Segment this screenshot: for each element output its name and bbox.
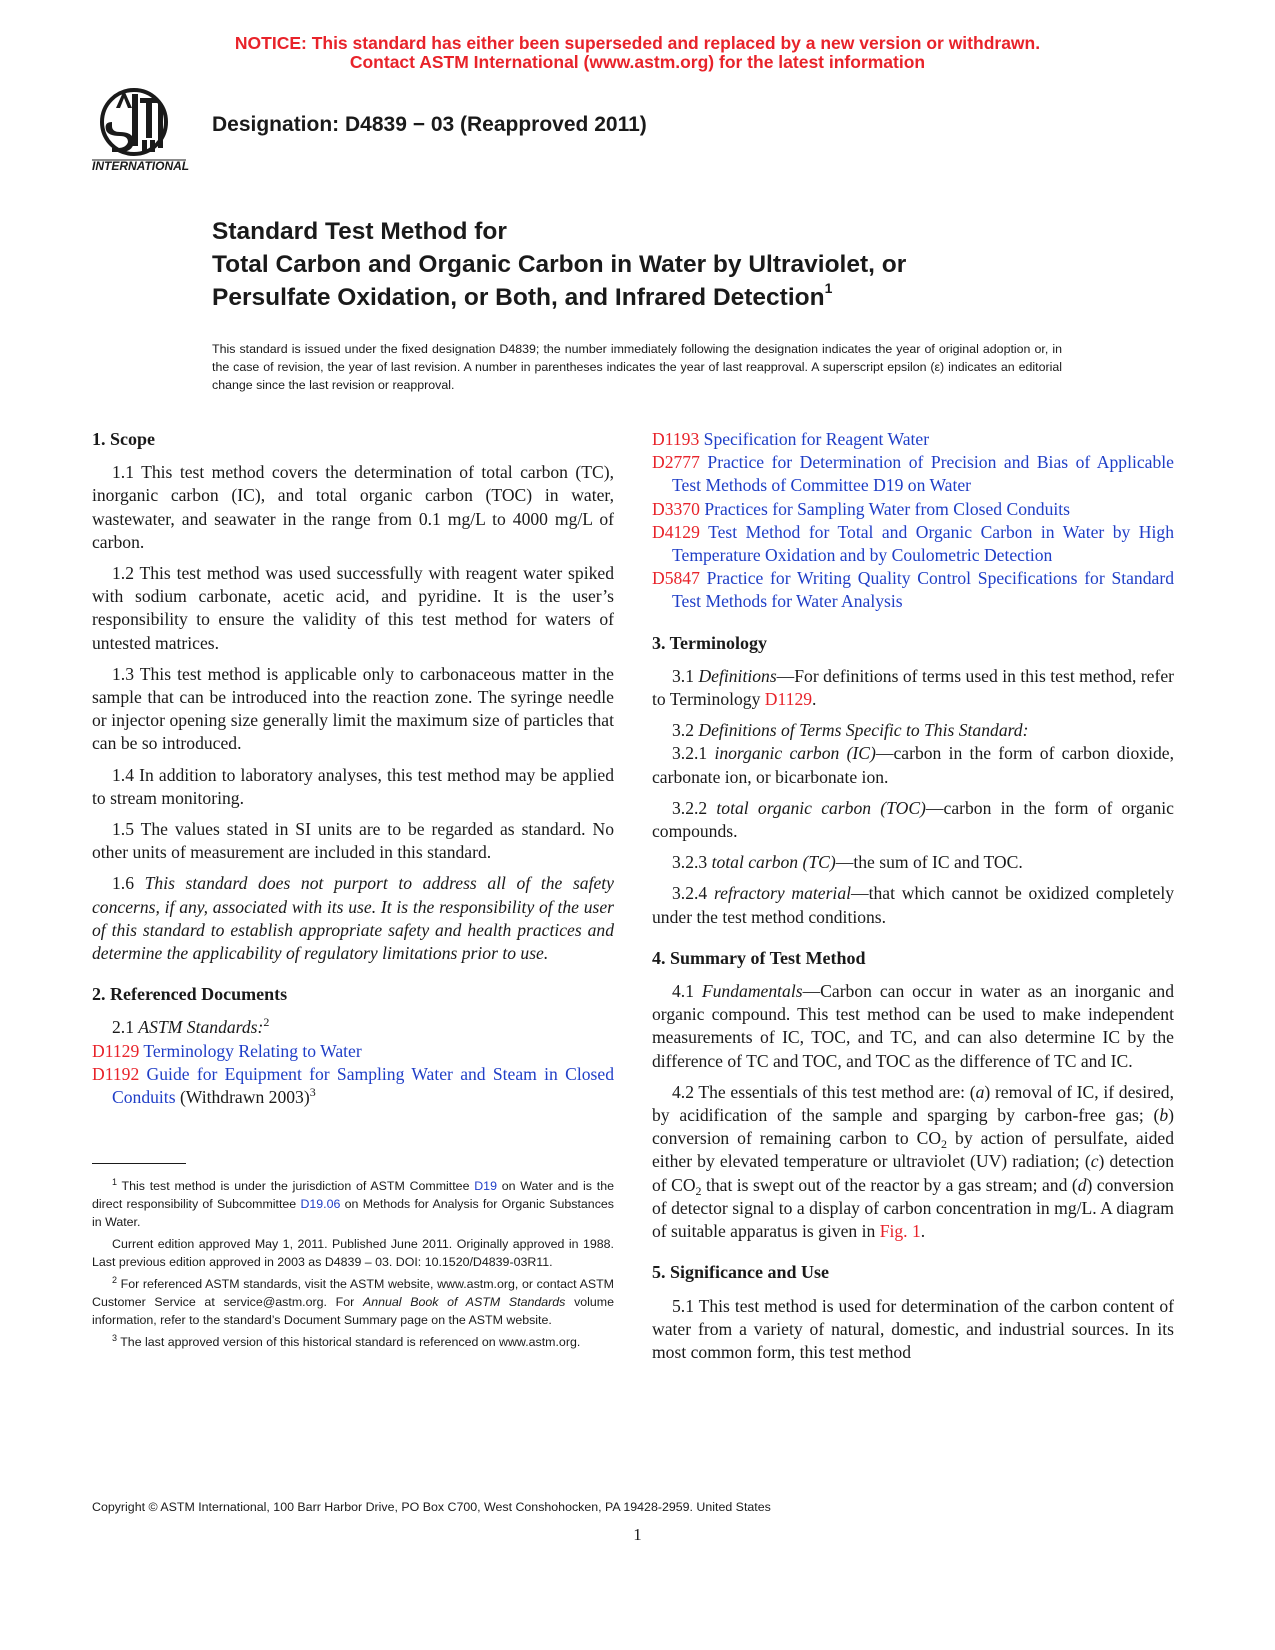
terminology-3-2-4-term: refractory material	[713, 883, 852, 904]
significance-5-1: 5.1 This test method is used for determination of the carbon content of water from a variety of natural, domestic, and industrial sources. In its most common form, this test method	[652, 1295, 1174, 1362]
astm-standards-label	[92, 1016, 614, 1039]
footnote-1-mark: 1	[112, 1177, 118, 1187]
summary-4-2-part: by action of persulfate, aided either by elevated temperature or ultraviolet (UV) radiation; (	[652, 1128, 1175, 1172]
reference-code[interactable]: D3370	[652, 498, 700, 519]
astm-standards-mark: 2	[263, 1015, 270, 1030]
terminology-3-2-3-term: total carbon (TC)	[711, 852, 836, 873]
reference-title-link[interactable]: Guide for Equipment for Sampling Water and Steam in Closed Conduits	[112, 1063, 614, 1108]
terminology-3-1	[652, 665, 1174, 711]
astm-standards-text: ASTM Standards:	[138, 1017, 264, 1038]
terminology-heading: 3. Terminology	[652, 632, 768, 653]
reference-code[interactable]: D1193	[652, 429, 700, 449]
terminology-3-2-3-number: 3.2.3	[672, 852, 708, 873]
summary-4-2-letter: c	[1090, 1151, 1099, 1172]
summary-4-2-letter: d	[1077, 1174, 1087, 1195]
reference-item-d5847[interactable]	[652, 567, 1174, 613]
summary-heading: 4. Summary of Test Method	[652, 947, 866, 968]
footnote-2-italic: Annual Book of ASTM Standards	[362, 1295, 566, 1309]
footnote-divider	[92, 1163, 186, 1164]
terminology-3-2-1	[652, 742, 1174, 788]
summary-4-2-part: that is swept out of the reactor by a gas stream; and (	[701, 1174, 1078, 1195]
title-line-3-text: Persulfate Oxidation, or Both, and Infrared Detection	[212, 284, 825, 311]
footnote-1-text-a: This test method is under the jurisdiction of ASTM Committee	[117, 1179, 475, 1193]
right-column	[652, 428, 1174, 1372]
footnote-2	[92, 1275, 614, 1329]
summary-4-2	[652, 1081, 1174, 1243]
terminology-3-2-3	[652, 851, 1174, 874]
terminology-3-2-3-text: —the sum of IC and TOC.	[835, 852, 1023, 873]
significance-heading: 5. Significance and Use	[652, 1262, 830, 1283]
reference-item-d2777[interactable]	[652, 451, 1174, 497]
terminology-3-2-2-number: 3.2.2	[672, 797, 708, 818]
left-column	[92, 428, 614, 1109]
summary-4-2-part: ) detection of CO	[652, 1151, 1174, 1195]
terminology-3-1-term: Definitions	[698, 665, 777, 686]
reference-code[interactable]: D5847	[652, 568, 700, 589]
designation: Designation: D4839 − 03 (Reapproved 2011)	[212, 113, 647, 136]
scope-1-3: 1.3 This test method is applicable only to carbonaceous matter in the sample that can be introduced into the reaction zone. The syringe needle or injector opening size generally limit the maximum size of particles that can be so introduced.	[92, 663, 614, 754]
footnote-3-text: The last approved version of this historical standard is referenced on www.astm.org.	[117, 1335, 581, 1349]
title-line-3	[212, 281, 1112, 314]
reference-note: (Withdrawn 2003)	[175, 1087, 310, 1108]
scope-1-2: 1.2 This test method was used successfully with reagent water spiked with sodium carbonate, acetic acid, and pyridine. It is the user’s responsibility to ensure the validity of this test method for waters of untested matrices.	[92, 563, 614, 653]
reference-title-link[interactable]: Specification for Reagent Water	[703, 429, 930, 449]
reference-code[interactable]: D1192	[92, 1063, 140, 1084]
reference-note-mark: 3	[309, 1085, 316, 1100]
copyright-notice: Copyright © ASTM International, 100 Barr Harbor Drive, PO Box C700, West Conshohocken, PA 19428-2959. United States	[92, 1500, 771, 1514]
issuance-note: This standard is issued under the fixed designation D4839; the number immediately following the designation indicates the year of original adoption or, in the case of revision, the year of last revision. A number in parentheses indicates the year of last reapproval. A superscript epsilon (ε) indicates an editorial change since the last revision or reapproval.	[212, 342, 1062, 392]
terminology-3-1-number: 3.1	[672, 665, 694, 686]
footnote-2-text-a: For referenced ASTM standards, visit the ASTM website, www.astm.org, or contact ASTM Customer Service at service@astm.org. For	[92, 1277, 614, 1309]
notice-line-1: NOTICE: This standard has either been superseded and replaced by a new version or withdrawn.	[234, 33, 1041, 53]
reference-code[interactable]: D1129	[92, 1040, 140, 1061]
reference-title-link[interactable]: Test Method for Total and Organic Carbon in Water by High Temperature Oxidation and by Coulometric Detection	[672, 521, 1174, 566]
scope-1-6	[92, 872, 614, 965]
terminology-d1129-link[interactable]: D1129	[764, 689, 813, 710]
title-line-2: Total Carbon and Organic Carbon in Water by Ultraviolet, or	[212, 251, 907, 278]
title-footnote-mark: 1	[824, 280, 833, 296]
terminology-3-1-end: .	[812, 689, 817, 710]
footnote-1	[92, 1177, 614, 1231]
terminology-3-2-4-text: —that which cannot be oxidized completely under the test method conditions.	[652, 883, 1175, 927]
summary-4-2-part: 4.2 The essentials of this test method are: (	[672, 1081, 976, 1102]
summary-4-1	[652, 980, 1174, 1073]
notice-line-2: Contact ASTM International (www.astm.org) for the latest information	[349, 52, 926, 72]
footnotes	[92, 1177, 614, 1355]
footnote-2-mark: 2	[112, 1275, 118, 1285]
reference-title-link[interactable]: Practices for Sampling Water from Closed Conduits	[704, 498, 1071, 519]
terminology-3-2-number: 3.2	[672, 720, 694, 741]
terminology-3-2-4-number: 3.2.4	[672, 883, 708, 904]
logo-text: INTERNATIONAL	[92, 159, 190, 173]
terminology-3-2-2-text: —carbon in the form of organic compounds.	[652, 797, 1174, 842]
scope-1-5: 1.5 The values stated in SI units are to be regarded as standard. No other units of measurement are included in this standard.	[92, 819, 614, 863]
footnote-2-text-b: volume information, refer to the standard’s Document Summary page on the ASTM website.	[92, 1295, 615, 1327]
terminology-3-2-2	[652, 797, 1174, 843]
reference-item-d3370[interactable]	[652, 498, 1174, 521]
scope-heading: 1. Scope	[92, 429, 155, 449]
summary-4-2-subscript: 2	[941, 1137, 948, 1152]
scope-1-4: 1.4 In addition to laboratory analyses, this test method may be applied to stream monitoring.	[92, 764, 614, 808]
reference-item-d1193[interactable]	[652, 428, 1174, 451]
page-number: 1	[633, 1525, 642, 1544]
subcommittee-d19-06-link[interactable]: D19.06	[300, 1197, 341, 1211]
summary-4-2-letter: a	[975, 1081, 985, 1102]
summary-4-1-number: 4.1	[672, 981, 694, 1002]
astm-logo-icon	[90, 82, 200, 174]
reference-item-d1129[interactable]	[92, 1040, 614, 1063]
summary-4-2-part: ) conversion of remaining carbon to CO	[652, 1105, 1174, 1149]
footnote-3-mark: 3	[112, 1333, 118, 1343]
scope-1-6-text: This standard does not purport to address all of the safety concerns, if any, associated with its use. It is the responsibility of the user of this standard to establish appropriate safety and health practices and determine the applicability of regulatory limitations prior to use.	[92, 873, 614, 964]
footnote-3	[92, 1333, 614, 1351]
document-title	[212, 215, 1112, 314]
reference-code[interactable]: D4129	[652, 521, 700, 542]
title-line-1: Standard Test Method for	[212, 218, 507, 245]
summary-4-2-subscript: 2	[695, 1183, 702, 1198]
footnote-1-edition: Current edition approved May 1, 2011. Published June 2011. Originally approved in 1988. Last previous edition approved in 2003 as D4839 – 03. DOI: 10.1520/D4839-03R11.	[92, 1237, 614, 1269]
summary-4-1-term: Fundamentals	[701, 981, 803, 1002]
astm-standards-number: 2.1	[112, 1017, 134, 1038]
reference-title-link[interactable]: Practice for Writing Quality Control Specifications for Standard Test Methods for Water Analysis	[672, 568, 1174, 612]
figure-1-link[interactable]: Fig. 1	[879, 1221, 921, 1242]
reference-code[interactable]: D2777	[652, 452, 700, 473]
summary-4-2-letter: b	[1159, 1105, 1169, 1126]
notice-banner	[0, 34, 1275, 72]
terminology-3-2-2-term: total organic carbon (TOC)	[716, 797, 926, 818]
reference-title-link[interactable]: Terminology Relating to Water	[143, 1040, 362, 1061]
scope-1-1: 1.1 This test method covers the determination of total carbon (TC), inorganic carbon (IC), and total organic carbon (TOC) in water, wastewater, and seawater in the range from 0.1 mg/L to 4000 mg/L of carbon.	[92, 462, 614, 552]
summary-4-2-end: .	[920, 1221, 926, 1242]
reference-item-d4129[interactable]	[652, 521, 1174, 567]
summary-4-2-part: ) conversion of detector signal to a display of carbon concentration in mg/L. A diagram of suitable apparatus is given in	[652, 1174, 1174, 1242]
reference-title-link[interactable]: Practice for Determination of Precision and Bias of Applicable Test Methods of Committee D19 on Water	[672, 452, 1174, 496]
scope-1-6-number: 1.6	[112, 873, 134, 894]
summary-4-2-part: ) removal of IC, if desired, by acidification of the sample and sparging by carbon-free gas; (	[652, 1081, 1175, 1126]
committee-d19-link[interactable]: D19	[474, 1179, 497, 1193]
terminology-3-2-1-text: —carbon in the form of carbon dioxide, carbonate ion, or bicarbonate ion.	[652, 743, 1174, 787]
footnote-1-text-b: on Water and is the direct responsibility of Subcommittee	[92, 1179, 614, 1211]
terminology-3-2-1-term: inorganic carbon (IC)	[714, 743, 876, 764]
reference-list-continued	[652, 428, 1174, 614]
terminology-3-2-4	[652, 882, 1174, 928]
terminology-3-1-text: —For definitions of terms used in this test method, refer to Terminology	[652, 665, 1174, 710]
terminology-3-2-term: Definitions of Terms Specific to This Standard:	[698, 720, 1029, 741]
footnote-1-text-c: on Methods for Analysis for Organic Substances in Water.	[92, 1197, 614, 1229]
reference-item-d1192[interactable]	[92, 1063, 614, 1109]
referenced-documents-heading: 2. Referenced Documents	[92, 984, 288, 1005]
terminology-3-2-1-number: 3.2.1	[672, 743, 708, 764]
terminology-3-2	[652, 719, 1174, 742]
summary-4-1-text: —Carbon can occur in water as an inorganic and organic compound. This test method can be used to make independent measurements of IC, TOC, and TC, and can also determine IC by the difference of TC and TOC, and TOC as the difference of TC and IC.	[652, 981, 1174, 1071]
